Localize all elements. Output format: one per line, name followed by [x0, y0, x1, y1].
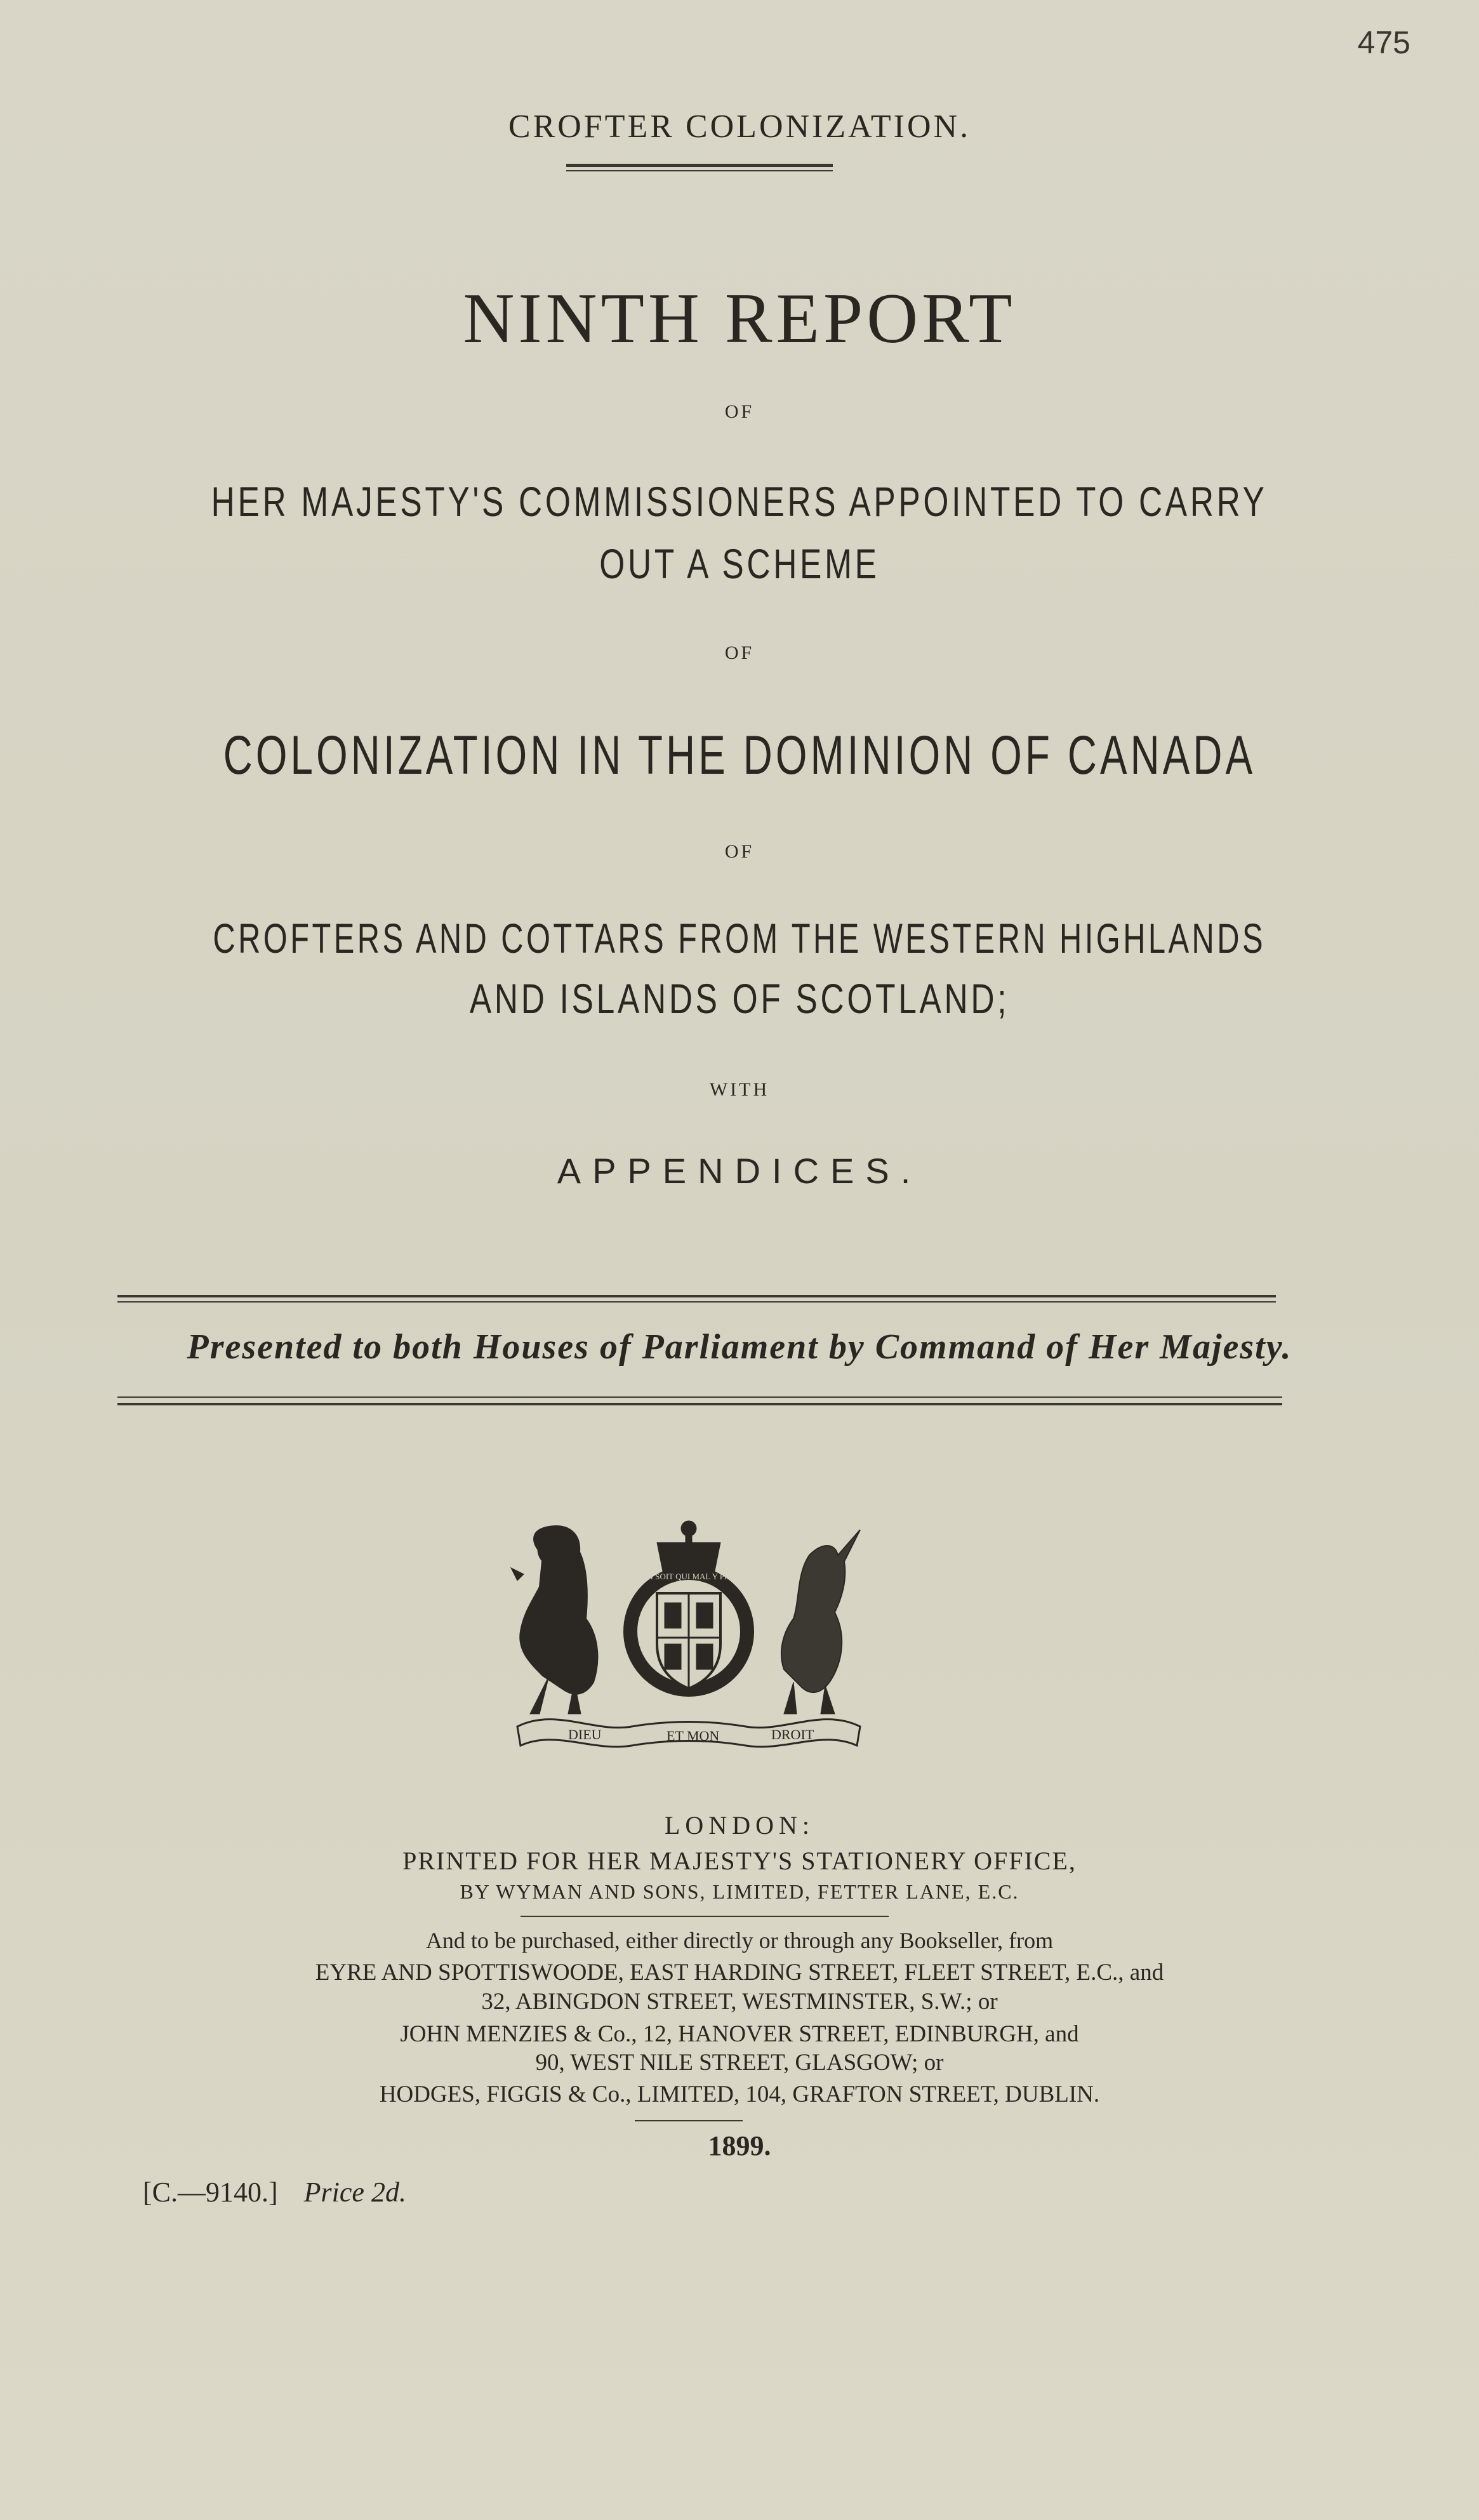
- crofters-line-2: [0, 974, 1479, 1024]
- price: Price 2d.: [303, 2177, 406, 2208]
- seller-eyre-line-2: 32, ABINGDON STREET, WESTMINSTER, S.W.; or: [481, 1989, 998, 2015]
- crofters-line-1-text: CROFTERS AND COTTARS FROM THE WESTERN HIGHLANDS: [213, 915, 1266, 962]
- seller-menzies-line-2: 90, WEST NILE STREET, GLASGOW; or: [535, 2050, 944, 2076]
- seller-hodges: HODGES, FIGGIS & Co., LIMITED, 104, GRAFTON STREET, DUBLIN.: [379, 2081, 1100, 2107]
- imprint-rule: [521, 1916, 889, 1917]
- connector-of: OF: [724, 401, 755, 422]
- divider-bottom-thin: [117, 1396, 1282, 1398]
- imprint-city: LONDON:: [665, 1811, 814, 1840]
- series-rule: [566, 164, 833, 167]
- report-title: NINTH REPORT: [463, 279, 1016, 358]
- divider-top-thin: [117, 1301, 1276, 1303]
- imprint-printed-by: BY WYMAN AND SONS, LIMITED, FETTER LANE, E.C.: [460, 1880, 1019, 1903]
- commissioners-line-1: [0, 477, 1479, 527]
- colonization-heading: [0, 724, 1479, 787]
- connector-with: WITH: [709, 1079, 770, 1100]
- year-rule: [635, 2120, 743, 2121]
- divider-bottom: [117, 1403, 1282, 1405]
- imprint-printed-for: PRINTED FOR HER MAJESTY'S STATIONERY OFFICE,: [402, 1847, 1077, 1875]
- motto-right: DROIT: [771, 1727, 814, 1742]
- crofters-line-2-text: AND ISLANDS OF SCOTLAND;: [469, 975, 1010, 1022]
- connector-of: OF: [724, 841, 755, 862]
- seller-menzies-line-1: JOHN MENZIES & Co., 12, HANOVER STREET, EDINBURGH, and: [400, 2021, 1079, 2047]
- presented-line: Presented to both Houses of Parliament by Command of Her Majesty.: [187, 1327, 1292, 1367]
- purchase-note: And to be purchased, either directly or through any Bookseller, from: [425, 1928, 1054, 1953]
- garter-motto: HONI SOIT QUI MAL Y PENSE: [632, 1572, 745, 1581]
- commissioners-line-1-text: HER MAJESTY'S COMMISSIONERS APPOINTED TO CARRY: [211, 478, 1268, 525]
- series-heading: CROFTER COLONIZATION.: [508, 109, 971, 145]
- motto-center: ET MON: [667, 1728, 720, 1744]
- motto-left: DIEU: [568, 1727, 602, 1742]
- page-number: 475: [1357, 25, 1410, 60]
- commissioners-line-2-text: OUT A SCHEME: [599, 540, 880, 587]
- series-rule-thin: [566, 170, 833, 171]
- appendices-heading: APPENDICES.: [557, 1151, 922, 1191]
- divider-top: [117, 1295, 1276, 1297]
- colonization-heading-text: COLONIZATION IN THE DOMINION OF CANADA: [223, 725, 1256, 786]
- command-number: [C.—9140.]: [143, 2177, 278, 2208]
- commissioners-line-2: [0, 540, 1479, 589]
- connector-of: OF: [724, 642, 755, 663]
- crofters-line-1: [0, 914, 1479, 964]
- command-reference: [143, 2176, 406, 2208]
- publication-year: 1899.: [708, 2130, 771, 2161]
- royal-coat-of-arms-icon: [505, 1517, 873, 1752]
- seller-eyre-line-1: EYRE AND SPOTTISWOODE, EAST HARDING STREET, FLEET STREET, E.C., and: [315, 1960, 1164, 1986]
